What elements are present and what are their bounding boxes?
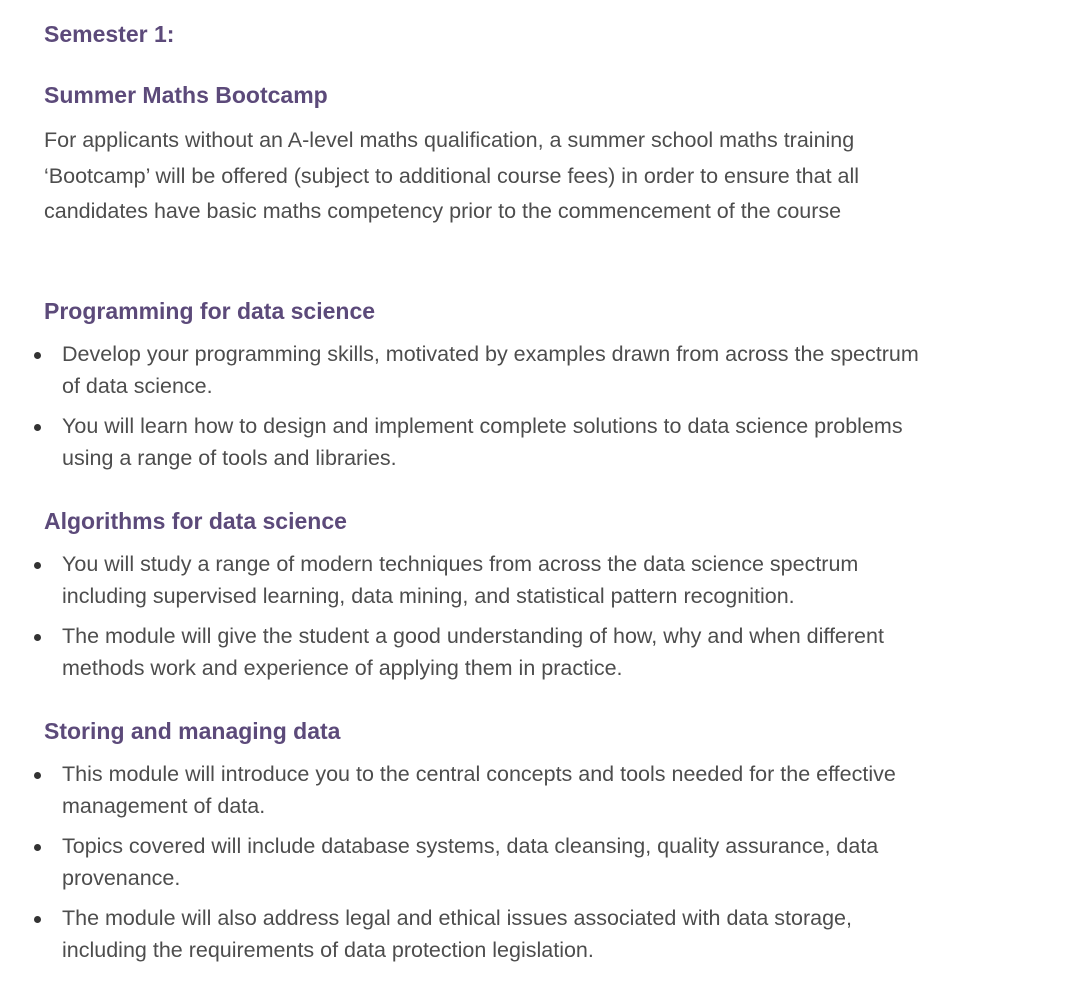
list-item xyxy=(0,831,942,894)
section-title-summer-maths-bootcamp: Summer Maths Bootcamp xyxy=(44,82,328,108)
list-item-text: You will learn how to design and implement complete solutions to data science problems using a range of tools and libraries. xyxy=(62,414,903,470)
bullet-icon xyxy=(34,562,41,569)
list-item xyxy=(0,759,942,822)
list-item xyxy=(0,339,942,402)
list-item-text: Topics covered will include database systems, data cleansing, quality assurance, data provenance. xyxy=(62,834,879,890)
storing-bullet-list xyxy=(0,759,1000,975)
bullet-icon xyxy=(34,352,41,359)
bullet-icon xyxy=(34,772,41,779)
list-item-text: The module will give the student a good understanding of how, why and when different methods work and experience of applying them in practice. xyxy=(62,624,884,680)
bullet-icon xyxy=(34,634,41,641)
semester-title: Semester 1: xyxy=(44,21,175,47)
bullet-icon xyxy=(34,916,41,923)
bullet-icon xyxy=(34,424,41,431)
section-title-programming: Programming for data science xyxy=(44,298,376,324)
list-item-text: You will study a range of modern techniques from across the data science spectrum including supervised learning, data mining, and statistical pattern recognition. xyxy=(62,552,859,608)
section-title-algorithms: Algorithms for data science xyxy=(44,508,347,534)
list-item xyxy=(0,621,942,684)
list-item xyxy=(0,411,942,474)
list-item xyxy=(0,903,942,966)
list-item xyxy=(0,549,942,612)
section-paragraph-bootcamp: For applicants without an A-level maths qualification, a summer school maths training ‘Bootcamp’ will be offered (subject to additional course fees) in order to ensure that all candidates have basic maths competency prior to the commencement of the course xyxy=(44,128,860,223)
list-item-text: The module will also address legal and ethical issues associated with data storage, including the requirements of data protection legislation. xyxy=(62,906,852,962)
list-item-text: Develop your programming skills, motivated by examples drawn from across the spectrum of data science. xyxy=(62,342,919,398)
algorithms-bullet-list xyxy=(0,549,1000,693)
list-item-text: This module will introduce you to the central concepts and tools needed for the effective management of data. xyxy=(62,762,896,818)
section-title-storing-managing: Storing and managing data xyxy=(44,718,341,744)
programming-bullet-list xyxy=(0,339,1000,483)
bullet-icon xyxy=(34,844,41,851)
